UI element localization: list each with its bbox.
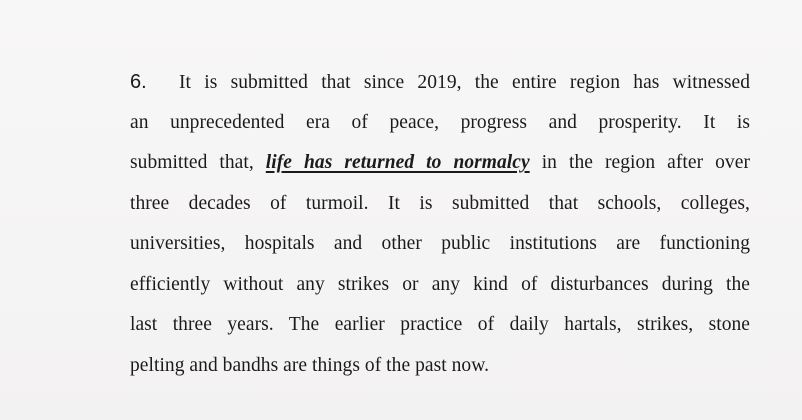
line-1-text: It is submitted that since 2019, the entire region has witnessed — [179, 72, 750, 93]
paragraph-line-8: pelting and bandhs are things of the past now. — [130, 354, 490, 376]
paragraph-line-7: last three years. The earlier practice of daily hartals, strikes, stone — [130, 314, 750, 335]
paragraph-line-6: efficiently without any strikes or any kind of disturbances during the — [130, 273, 750, 295]
paragraph-line-4: three decades of turmoil. It is submitted that schools, colleges, — [130, 192, 750, 214]
paragraph-line-3 — [130, 143, 750, 184]
paragraph-line-5: universities, hospitals and other public institutions are functioning — [130, 233, 750, 254]
paragraph-line-2: an unprecedented era of peace, progress and prosperity. It is — [130, 111, 750, 133]
line-3-before: submitted that, — [130, 152, 266, 173]
paragraph-6 — [130, 62, 750, 386]
paragraph-line-1 — [130, 62, 750, 103]
line-3-after: in the region after over — [529, 152, 750, 173]
paragraph-number: 6. — [130, 71, 147, 93]
emphasized-phrase: life has returned to normalcy — [265, 152, 530, 173]
